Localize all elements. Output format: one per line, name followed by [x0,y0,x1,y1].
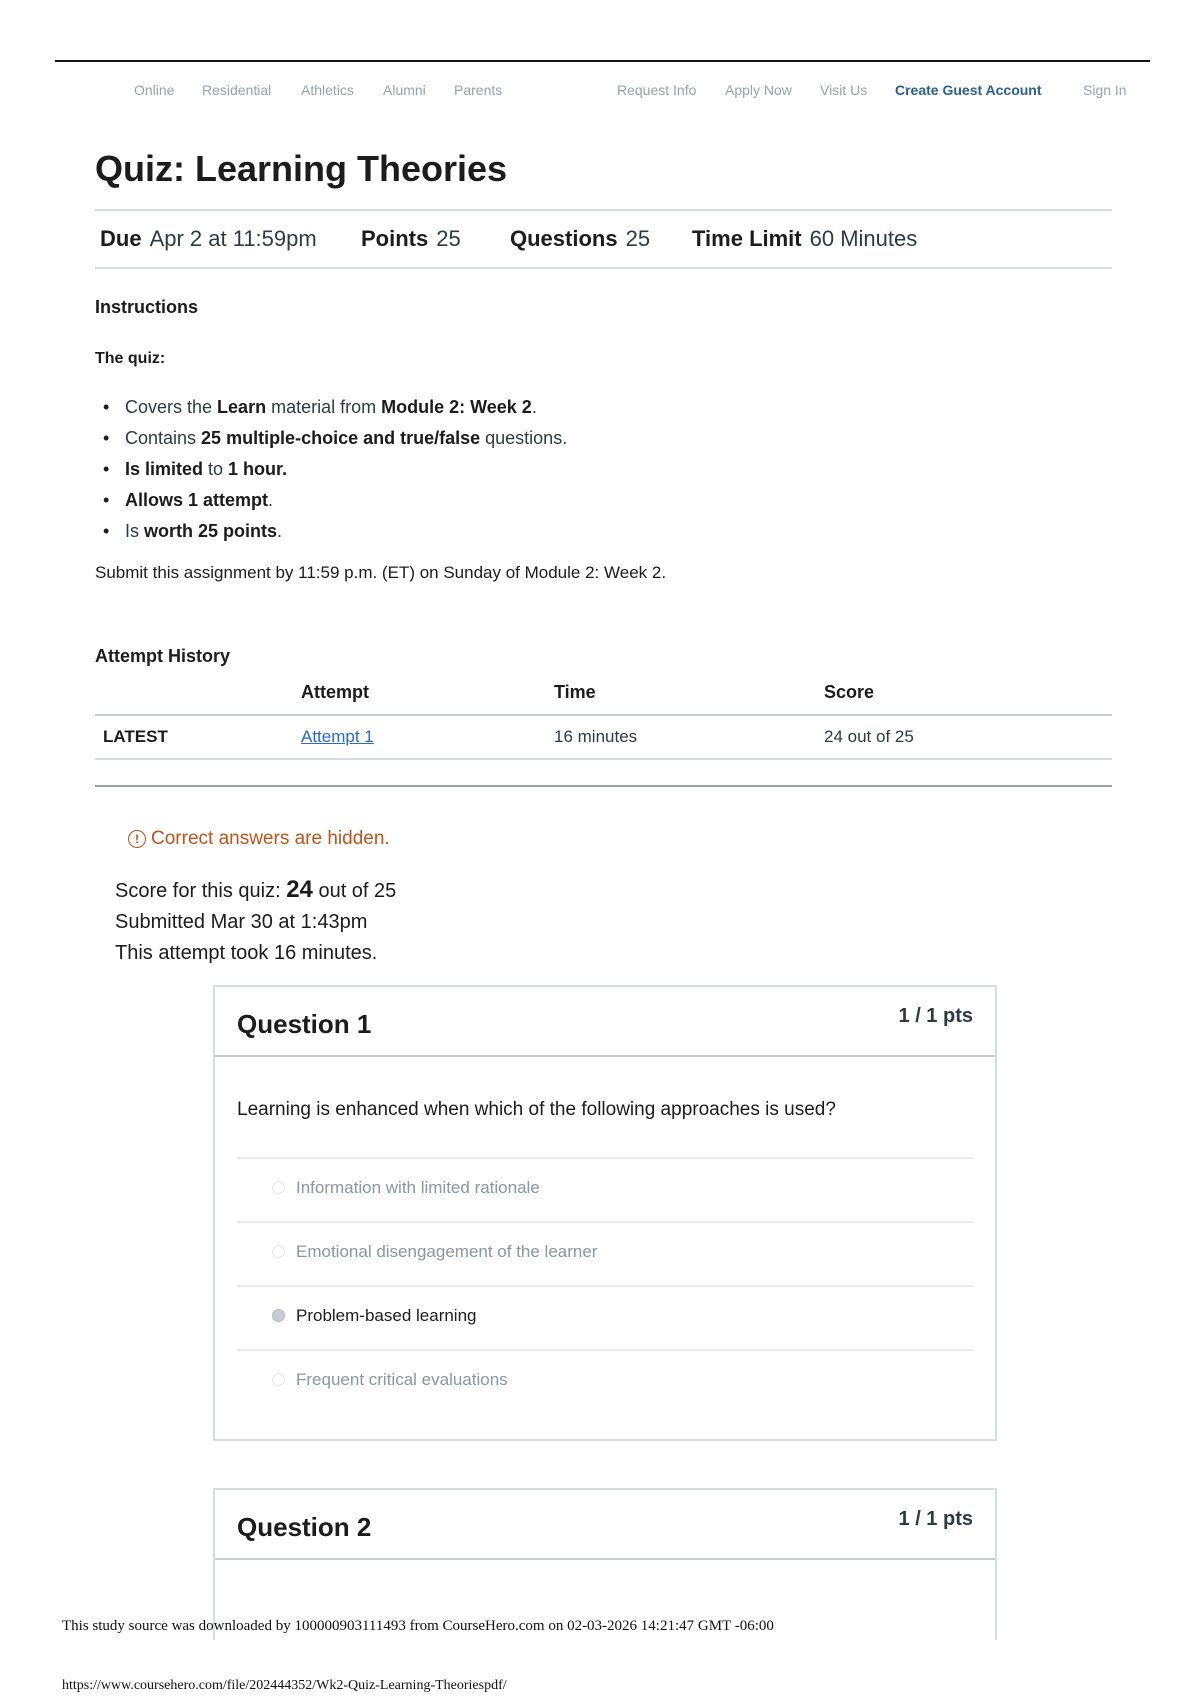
question-card-1 [213,985,997,1441]
answer-option [237,1157,973,1221]
nav-request-info[interactable]: Request Info [617,82,697,98]
latest-tag: LATEST [95,715,301,759]
question-points: 1 / 1 pts [898,1005,973,1027]
column-header-score: Score [824,680,1112,715]
quiz-time-limit [692,226,917,252]
question-header [215,987,995,1057]
answer-label: Frequent critical evaluations [296,1370,508,1389]
submitted-time: Submitted Mar 30 at 1:43pm [115,911,368,933]
answer-option-selected [237,1285,973,1349]
nav-athletics[interactable]: Athletics [301,82,354,98]
meta-divider-bottom [95,267,1112,269]
attempt-history-table [95,680,1112,760]
column-header-time: Time [554,680,824,715]
nav-sign-in[interactable]: Sign In [1083,82,1127,98]
top-navigation [0,82,1200,102]
instructions-list [100,392,567,547]
radio-button [272,1181,285,1194]
time-cell: 16 minutes [554,715,824,759]
list-item: • Is worth 25 points. [100,516,567,547]
list-item: • Covers the Learn material from Module 2: Week 2. [100,392,567,423]
radio-button-checked [272,1309,285,1322]
table-header-row [95,680,1112,715]
nav-parents[interactable]: Parents [454,82,503,98]
quiz-points [361,226,461,252]
attempt-history-heading: Attempt History [95,646,231,666]
quiz-due [100,226,317,252]
list-item: • Contains 25 multiple-choice and true/false questions. [100,423,567,454]
meta-divider-top [95,209,1112,211]
answer-label: Emotional disengagement of the learner [296,1242,598,1261]
time-limit-value: 60 Minutes [809,226,918,251]
question-points: 1 / 1 pts [898,1508,973,1530]
attempt-cell [301,715,554,759]
submit-note: Submit this assignment by 11:59 p.m. (ET) on Sunday of Module 2: Week 2. [95,563,667,582]
nav-alumni[interactable]: Alumni [383,82,426,98]
points-label: Points [361,226,429,251]
questions-label: Questions [510,226,618,251]
question-title: Question 1 [237,1009,372,1039]
score-value: 24 [286,876,313,903]
instructions-heading: Instructions [95,297,199,317]
radio-button [272,1245,285,1258]
radio-button [272,1373,285,1386]
section-divider [95,785,1112,787]
attempt-duration: This attempt took 16 minutes. [115,942,378,964]
nav-visit-us[interactable]: Visit Us [820,82,868,98]
answer-option [237,1349,973,1413]
top-divider [55,60,1150,62]
column-header [95,680,301,715]
column-header-attempt: Attempt [301,680,554,715]
answer-label: Problem-based learning [296,1306,477,1325]
source-url: https://www.coursehero.com/file/202444352/Wk2-Quiz-Learning-Theoriespdf/ [62,1678,507,1693]
warning-icon: ! [128,830,146,848]
correct-answers-hidden-notice [128,828,390,850]
nav-online[interactable]: Online [134,82,175,98]
answer-option [237,1221,973,1285]
page-title: Quiz: Learning Theories [95,148,508,189]
nav-create-guest-account[interactable]: Create Guest Account [895,82,1042,98]
score-cell: 24 out of 25 [824,715,1112,759]
download-notice: This study source was downloaded by 100000903111493 from CourseHero.com on 02-03-2026 14:21:47 GMT -06:00 [62,1618,774,1634]
nav-residential[interactable]: Residential [202,82,272,98]
list-item: • Is limited to 1 hour. [100,454,567,485]
question-text: Learning is enhanced when which of the following approaches is used? [237,1099,836,1120]
questions-value: 25 [625,226,651,251]
time-limit-label: Time Limit [692,226,802,251]
due-value: Apr 2 at 11:59pm [149,226,317,251]
table-row [95,715,1112,759]
points-value: 25 [436,226,461,251]
question-header [215,1490,995,1560]
quiz-score: Score for this quiz: 24 out of 25 [115,876,397,903]
hidden-note-text: Correct answers are hidden. [151,828,390,849]
answer-label: Information with limited rationale [296,1178,540,1197]
nav-apply-now[interactable]: Apply Now [725,82,792,98]
attempt-link[interactable]: Attempt 1 [301,727,374,746]
quiz-subheading: The quiz: [95,350,166,367]
due-label: Due [100,226,142,251]
list-item: • Allows 1 attempt. [100,485,567,516]
quiz-questions [510,226,650,252]
question-title: Question 2 [237,1512,372,1542]
answer-list [237,1157,973,1413]
